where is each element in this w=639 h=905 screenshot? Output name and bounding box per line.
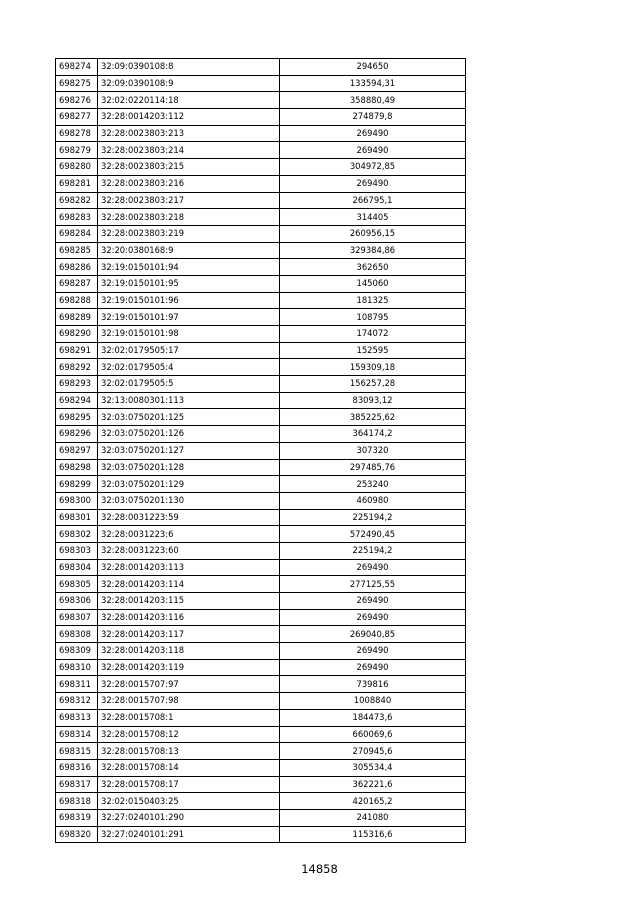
cadastral-value-cell: 241080 bbox=[280, 809, 466, 826]
table-row bbox=[56, 175, 466, 192]
cadastral-value-cell: 269490 bbox=[280, 175, 466, 192]
cadastral-value-cell: 362221,6 bbox=[280, 776, 466, 793]
table-row bbox=[56, 559, 466, 576]
cadastral-value-cell: 260956,15 bbox=[280, 225, 466, 242]
record-id-cell: 698305 bbox=[56, 576, 98, 593]
cadastral-value-cell: 329384,86 bbox=[280, 242, 466, 259]
table-row bbox=[56, 109, 466, 126]
table-row bbox=[56, 326, 466, 343]
record-id-cell: 698291 bbox=[56, 342, 98, 359]
record-id-cell: 698296 bbox=[56, 426, 98, 443]
cadastral-number-cell: 32:03:0750201:129 bbox=[98, 476, 280, 493]
record-id-cell: 698275 bbox=[56, 75, 98, 92]
record-id-cell: 698281 bbox=[56, 175, 98, 192]
cadastral-value-cell: 385225,62 bbox=[280, 409, 466, 426]
cadastral-value-cell: 270945,6 bbox=[280, 743, 466, 760]
cadastral-number-cell: 32:28:0023803:216 bbox=[98, 175, 280, 192]
cadastral-value-cell: 297485,76 bbox=[280, 459, 466, 476]
cadastral-number-cell: 32:13:0080301:113 bbox=[98, 392, 280, 409]
cadastral-value-cell: 269490 bbox=[280, 559, 466, 576]
record-id-cell: 698307 bbox=[56, 609, 98, 626]
record-id-cell: 698289 bbox=[56, 309, 98, 326]
table-row bbox=[56, 542, 466, 559]
cadastral-value-cell: 152595 bbox=[280, 342, 466, 359]
record-id-cell: 698315 bbox=[56, 743, 98, 760]
cadastral-number-cell: 32:28:0014203:114 bbox=[98, 576, 280, 593]
cadastral-value-cell: 184473,6 bbox=[280, 709, 466, 726]
cadastral-value-cell: 269490 bbox=[280, 593, 466, 610]
cadastral-number-cell: 32:19:0150101:96 bbox=[98, 292, 280, 309]
cadastral-number-cell: 32:28:0014203:112 bbox=[98, 109, 280, 126]
cadastral-number-cell: 32:28:0023803:218 bbox=[98, 209, 280, 226]
cadastral-value-cell: 269040,85 bbox=[280, 626, 466, 643]
cadastral-value-cell: 181325 bbox=[280, 292, 466, 309]
record-id-cell: 698278 bbox=[56, 125, 98, 142]
record-id-cell: 698292 bbox=[56, 359, 98, 376]
table-row bbox=[56, 426, 466, 443]
cadastral-value-table bbox=[55, 58, 466, 843]
record-id-cell: 698274 bbox=[56, 59, 98, 76]
record-id-cell: 698304 bbox=[56, 559, 98, 576]
table-row bbox=[56, 626, 466, 643]
record-id-cell: 698299 bbox=[56, 476, 98, 493]
record-id-cell: 698287 bbox=[56, 275, 98, 292]
record-id-cell: 698298 bbox=[56, 459, 98, 476]
record-id-cell: 698318 bbox=[56, 793, 98, 810]
table-row bbox=[56, 459, 466, 476]
record-id-cell: 698280 bbox=[56, 159, 98, 176]
cadastral-value-cell: 174072 bbox=[280, 326, 466, 343]
record-id-cell: 698277 bbox=[56, 109, 98, 126]
record-id-cell: 698306 bbox=[56, 593, 98, 610]
record-id-cell: 698317 bbox=[56, 776, 98, 793]
cadastral-number-cell: 32:03:0750201:130 bbox=[98, 492, 280, 509]
cadastral-value-cell: 266795,1 bbox=[280, 192, 466, 209]
table-row bbox=[56, 392, 466, 409]
cadastral-number-cell: 32:28:0014203:115 bbox=[98, 593, 280, 610]
cadastral-number-cell: 32:02:0150403:25 bbox=[98, 793, 280, 810]
cadastral-value-cell: 362650 bbox=[280, 259, 466, 276]
table-row bbox=[56, 476, 466, 493]
record-id-cell: 698295 bbox=[56, 409, 98, 426]
cadastral-value-cell: 358880,49 bbox=[280, 92, 466, 109]
table-row bbox=[56, 359, 466, 376]
record-id-cell: 698284 bbox=[56, 225, 98, 242]
cadastral-value-cell: 277125,55 bbox=[280, 576, 466, 593]
record-id-cell: 698314 bbox=[56, 726, 98, 743]
cadastral-number-cell: 32:19:0150101:97 bbox=[98, 309, 280, 326]
table-row bbox=[56, 809, 466, 826]
cadastral-number-cell: 32:28:0015708:17 bbox=[98, 776, 280, 793]
table-row bbox=[56, 125, 466, 142]
record-id-cell: 698288 bbox=[56, 292, 98, 309]
cadastral-value-cell: 83093,12 bbox=[280, 392, 466, 409]
cadastral-number-cell: 32:02:0220114:18 bbox=[98, 92, 280, 109]
cadastral-value-cell: 269490 bbox=[280, 643, 466, 660]
table-row bbox=[56, 225, 466, 242]
cadastral-value-cell: 133594,31 bbox=[280, 75, 466, 92]
table-row bbox=[56, 609, 466, 626]
cadastral-value-cell: 307320 bbox=[280, 442, 466, 459]
table-row bbox=[56, 509, 466, 526]
cadastral-number-cell: 32:28:0015708:1 bbox=[98, 709, 280, 726]
cadastral-number-cell: 32:27:0240101:291 bbox=[98, 826, 280, 843]
table-row bbox=[56, 676, 466, 693]
table-row bbox=[56, 526, 466, 543]
cadastral-value-cell: 269490 bbox=[280, 125, 466, 142]
cadastral-number-cell: 32:03:0750201:128 bbox=[98, 459, 280, 476]
cadastral-value-cell: 269490 bbox=[280, 609, 466, 626]
cadastral-number-cell: 32:28:0015707:97 bbox=[98, 676, 280, 693]
cadastral-value-cell: 145060 bbox=[280, 275, 466, 292]
record-id-cell: 698300 bbox=[56, 492, 98, 509]
table-row bbox=[56, 75, 466, 92]
cadastral-number-cell: 32:28:0014203:117 bbox=[98, 626, 280, 643]
table-row bbox=[56, 726, 466, 743]
record-id-cell: 698319 bbox=[56, 809, 98, 826]
table-row bbox=[56, 376, 466, 393]
cadastral-number-cell: 32:19:0150101:94 bbox=[98, 259, 280, 276]
table-row bbox=[56, 759, 466, 776]
cadastral-number-cell: 32:28:0023803:219 bbox=[98, 225, 280, 242]
cadastral-number-cell: 32:28:0023803:215 bbox=[98, 159, 280, 176]
record-id-cell: 698279 bbox=[56, 142, 98, 159]
table-row bbox=[56, 309, 466, 326]
table-row bbox=[56, 743, 466, 760]
cadastral-number-cell: 32:28:0015708:14 bbox=[98, 759, 280, 776]
document-page bbox=[55, 58, 465, 843]
table-row bbox=[56, 693, 466, 710]
table-row bbox=[56, 259, 466, 276]
cadastral-number-cell: 32:09:0390108:9 bbox=[98, 75, 280, 92]
cadastral-number-cell: 32:28:0014203:119 bbox=[98, 659, 280, 676]
record-id-cell: 698313 bbox=[56, 709, 98, 726]
record-id-cell: 698293 bbox=[56, 376, 98, 393]
cadastral-number-cell: 32:28:0023803:214 bbox=[98, 142, 280, 159]
cadastral-value-cell: 304972,85 bbox=[280, 159, 466, 176]
cadastral-value-cell: 294650 bbox=[280, 59, 466, 76]
page-number: 14858 bbox=[301, 862, 338, 876]
table-row bbox=[56, 159, 466, 176]
cadastral-value-cell: 274879,8 bbox=[280, 109, 466, 126]
table-row bbox=[56, 342, 466, 359]
cadastral-number-cell: 32:20:0380168:9 bbox=[98, 242, 280, 259]
record-id-cell: 698310 bbox=[56, 659, 98, 676]
table-row bbox=[56, 793, 466, 810]
cadastral-number-cell: 32:28:0015707:98 bbox=[98, 693, 280, 710]
cadastral-number-cell: 32:02:0179505:5 bbox=[98, 376, 280, 393]
table-row bbox=[56, 92, 466, 109]
record-id-cell: 698312 bbox=[56, 693, 98, 710]
table-row bbox=[56, 659, 466, 676]
cadastral-number-cell: 32:28:0031223:6 bbox=[98, 526, 280, 543]
cadastral-number-cell: 32:09:0390108:8 bbox=[98, 59, 280, 76]
cadastral-value-cell: 305534,4 bbox=[280, 759, 466, 776]
record-id-cell: 698285 bbox=[56, 242, 98, 259]
record-id-cell: 698290 bbox=[56, 326, 98, 343]
cadastral-number-cell: 32:03:0750201:125 bbox=[98, 409, 280, 426]
cadastral-value-cell: 269490 bbox=[280, 659, 466, 676]
table-row bbox=[56, 242, 466, 259]
cadastral-value-cell: 364174,2 bbox=[280, 426, 466, 443]
record-id-cell: 698286 bbox=[56, 259, 98, 276]
cadastral-value-cell: 314405 bbox=[280, 209, 466, 226]
cadastral-value-cell: 108795 bbox=[280, 309, 466, 326]
table-body bbox=[56, 59, 466, 843]
record-id-cell: 698301 bbox=[56, 509, 98, 526]
cadastral-number-cell: 32:28:0031223:59 bbox=[98, 509, 280, 526]
table-row bbox=[56, 643, 466, 660]
table-row bbox=[56, 275, 466, 292]
cadastral-number-cell: 32:28:0015708:12 bbox=[98, 726, 280, 743]
table-row bbox=[56, 709, 466, 726]
table-row bbox=[56, 593, 466, 610]
cadastral-value-cell: 159309,18 bbox=[280, 359, 466, 376]
record-id-cell: 698308 bbox=[56, 626, 98, 643]
cadastral-value-cell: 420165,2 bbox=[280, 793, 466, 810]
cadastral-number-cell: 32:28:0023803:217 bbox=[98, 192, 280, 209]
cadastral-value-cell: 460980 bbox=[280, 492, 466, 509]
table-row bbox=[56, 192, 466, 209]
record-id-cell: 698316 bbox=[56, 759, 98, 776]
record-id-cell: 698276 bbox=[56, 92, 98, 109]
record-id-cell: 698302 bbox=[56, 526, 98, 543]
cadastral-value-cell: 572490,45 bbox=[280, 526, 466, 543]
record-id-cell: 698311 bbox=[56, 676, 98, 693]
table-row bbox=[56, 576, 466, 593]
cadastral-number-cell: 32:28:0014203:116 bbox=[98, 609, 280, 626]
table-row bbox=[56, 142, 466, 159]
cadastral-value-cell: 253240 bbox=[280, 476, 466, 493]
cadastral-number-cell: 32:28:0014203:118 bbox=[98, 643, 280, 660]
cadastral-number-cell: 32:03:0750201:127 bbox=[98, 442, 280, 459]
table-row bbox=[56, 492, 466, 509]
record-id-cell: 698320 bbox=[56, 826, 98, 843]
table-row bbox=[56, 292, 466, 309]
cadastral-value-cell: 269490 bbox=[280, 142, 466, 159]
table-row bbox=[56, 826, 466, 843]
cadastral-value-cell: 1008840 bbox=[280, 693, 466, 710]
record-id-cell: 698303 bbox=[56, 542, 98, 559]
cadastral-value-cell: 115316,6 bbox=[280, 826, 466, 843]
table-row bbox=[56, 409, 466, 426]
cadastral-number-cell: 32:02:0179505:4 bbox=[98, 359, 280, 376]
record-id-cell: 698309 bbox=[56, 643, 98, 660]
record-id-cell: 698282 bbox=[56, 192, 98, 209]
cadastral-number-cell: 32:02:0179505:17 bbox=[98, 342, 280, 359]
table-row bbox=[56, 442, 466, 459]
cadastral-number-cell: 32:27:0240101:290 bbox=[98, 809, 280, 826]
cadastral-value-cell: 156257,28 bbox=[280, 376, 466, 393]
cadastral-value-cell: 225194,2 bbox=[280, 509, 466, 526]
record-id-cell: 698294 bbox=[56, 392, 98, 409]
record-id-cell: 698283 bbox=[56, 209, 98, 226]
cadastral-number-cell: 32:19:0150101:98 bbox=[98, 326, 280, 343]
cadastral-number-cell: 32:28:0015708:13 bbox=[98, 743, 280, 760]
cadastral-value-cell: 225194,2 bbox=[280, 542, 466, 559]
cadastral-value-cell: 739816 bbox=[280, 676, 466, 693]
table-row bbox=[56, 59, 466, 76]
record-id-cell: 698297 bbox=[56, 442, 98, 459]
table-row bbox=[56, 209, 466, 226]
table-row bbox=[56, 776, 466, 793]
cadastral-number-cell: 32:28:0014203:113 bbox=[98, 559, 280, 576]
cadastral-number-cell: 32:19:0150101:95 bbox=[98, 275, 280, 292]
cadastral-number-cell: 32:28:0031223:60 bbox=[98, 542, 280, 559]
cadastral-number-cell: 32:03:0750201:126 bbox=[98, 426, 280, 443]
cadastral-value-cell: 660069,6 bbox=[280, 726, 466, 743]
cadastral-number-cell: 32:28:0023803:213 bbox=[98, 125, 280, 142]
